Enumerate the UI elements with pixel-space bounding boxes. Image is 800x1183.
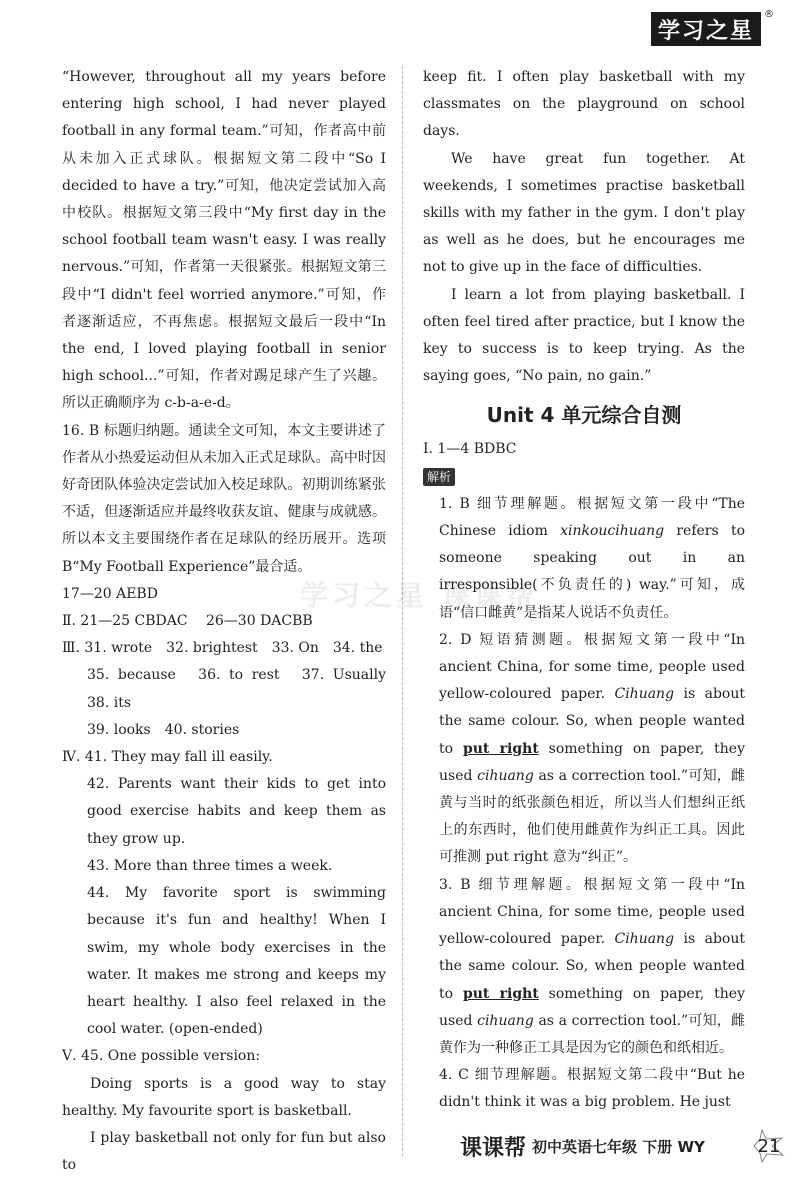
page-footer	[460, 1126, 705, 1166]
footer-brand: 课课帮	[460, 1135, 527, 1161]
essay-paragraph-2-start: I play basketball not only for fun but also to	[62, 1129, 386, 1174]
section-iii-answers-2: 35. because 36. to rest 37. Usually 38. its	[87, 667, 400, 711]
section-iii-answers-3: 39. looks 40. stories	[87, 721, 240, 738]
answer-16: 16. B 标题归纳题。通读全文可知，本文主要讲述了作者从小热爱运动但从未加入正式足球队。高中时因好奇团队体验决定尝试加入校足球队。初期训练紧张不适，但逐渐适应并最终收获友谊、健康与成就感。所以本文主要围绕作者在足球队的经历展开。选项 B“My Football Experience”最合适。	[62, 422, 386, 575]
essay-paragraph-2-end: keep fit. I often play basketball with my classmates on the playground on school days.	[423, 69, 745, 140]
essay-paragraph-1: Doing sports is a good way to stay healthy. My favourite sport is basketball.	[62, 1075, 386, 1119]
answer-44: 44. My favorite sport is swimming because it's fun and healthy! When I swim, my whole body exercises in the water. It makes me strong and keeps my heart healthy. I also feel relaxed in the cool water. (open-ended)	[87, 885, 386, 1038]
left-column	[62, 64, 400, 1179]
essay-paragraph-3: We have great fun together. At weekends, I sometimes practise basketball skills with my father in the gym. I don't play as well as he does, but he encourages me not to give up in the face of difficulties.	[423, 150, 745, 276]
watermark: 学习之星 课课帮	[300, 579, 538, 612]
answer-17-20: 17—20 AEBD	[62, 585, 158, 602]
essay-paragraph-4: I learn a lot from playing basketball. I often feel tired after practice, but I know the key to success is to keep trying. As the saying goes, “No pain, no gain.”	[423, 286, 745, 385]
page-number-badge	[752, 1128, 786, 1164]
footer-book-title: 初中英语七年级 下册 WY	[532, 1137, 705, 1156]
answer-42: 42. Parents want their kids to get into good exercise habits and keep them as they grow up.	[87, 776, 386, 847]
unit-title: Unit 4 单元综合自测	[486, 403, 682, 428]
answer-43: 43. More than three times a week.	[87, 857, 333, 874]
section-ii-answers: Ⅱ. 21—25 CBDAC 26—30 DACBB	[62, 613, 313, 630]
answer-15-explanation: “However, throughout all my years before entering high school, I had never played football in any formal team.”可知，作者高中前从未加入正式球队。根据短文第二段中“So I decided to have a try.”可知，他决定尝试加入高中校队。根据短文第三段中“My first day in the school football team wasn't easy. I was really nervous.”可知，作者第一天很紧张。根据短文第三段中“I didn't feel worried anymore.”可知，作者逐渐适应，不再焦虑。根据短文最后一段中“In the end, I loved playing football in senior high school...”可知，作者对踢足球产生了兴趣。所以正确顺序为 c-b-a-e-d。	[62, 69, 386, 412]
section-i-answers: Ⅰ. 1—4 BDBC	[423, 441, 517, 458]
answer-1-explanation: 1. B 细节理解题。根据短文第一段中“The Chinese idiom xinkoucihuang refers to someone speaking out in an irresponsible(不负责任的) way.”可知，成语“信口雌黄”是指某人说话不负责任。	[439, 495, 745, 621]
analysis-tag: 解析	[423, 468, 455, 486]
answer-2-explanation: 2. D 短语猜测题。根据短文第一段中“In ancient China, for some time, people used yellow-coloured paper. Cihuang is about the same colour. So, when people wanted to put right something on paper, they used cihuang as a correction tool.”可知，雌黄与当时的纸张颜色相近，所以当人们想纠正纸上的东西时，他们使用雌黄作为纠正工具。因此可推测 put right 意为“纠正”。	[439, 631, 745, 866]
answer-41: Ⅳ. 41. They may fall ill easily.	[62, 749, 273, 766]
registered-mark: ®	[764, 9, 774, 20]
answer-3-explanation: 3. B 细节理解题。根据短文第一段中“In ancient China, for some time, people used yellow-coloured paper. Cihuang is about the same colour. So, when people wanted to put right something on paper, they used cihuang as a correction tool.”可知，雌黄作为一种修正工具是因为它的颜色和纸相近。	[439, 876, 745, 1056]
answer-45-heading: Ⅴ. 45. One possible version:	[62, 1048, 261, 1065]
brand-logo: 学习之星	[651, 12, 761, 46]
answer-4-explanation: 4. C 细节理解题。根据短文第二段中“But he didn't think it was a big problem. He just	[439, 1067, 745, 1111]
section-iii-answers-1: Ⅲ. 31. wrote 32. brightest 33. On 34. the	[62, 640, 383, 657]
page-number: 21	[757, 1135, 781, 1157]
